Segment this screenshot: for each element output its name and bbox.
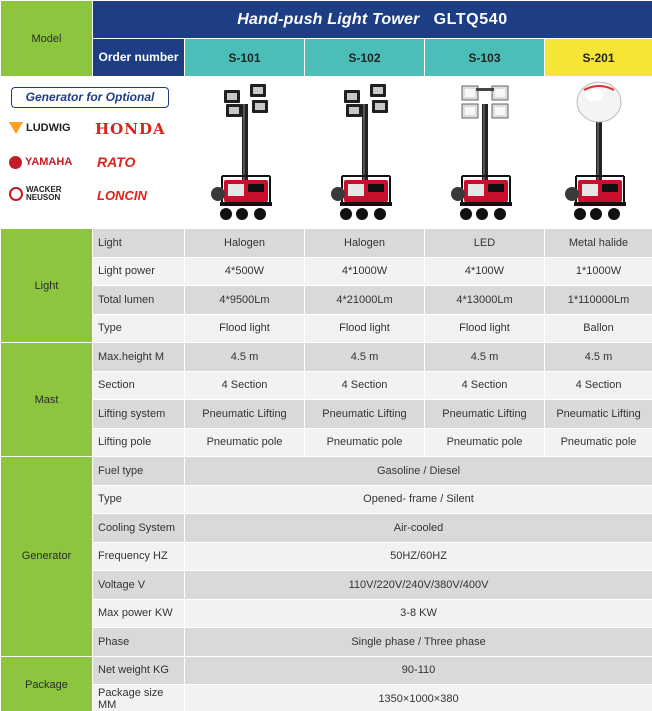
spec-value: Pneumatic Lifting (305, 400, 425, 429)
brand-logos (1, 77, 185, 229)
halogen-icon (200, 80, 290, 226)
spec-value: Ballon (545, 314, 652, 343)
row-label: Frequency HZ (93, 542, 185, 571)
spec-value: 4*500W (185, 257, 305, 286)
spec-value: 4.5 m (545, 343, 652, 372)
row-label: Net weight KG (93, 656, 185, 685)
spec-value: Flood light (185, 314, 305, 343)
spec-value: 4.5 m (305, 343, 425, 372)
metal-halide-balloon-image (545, 77, 652, 229)
spec-value: 4.5 m (425, 343, 545, 372)
spec-value: 4*13000Lm (425, 286, 545, 315)
halogen-light-tower-image (305, 77, 425, 229)
honda-logo: HONDA (95, 119, 166, 138)
spec-value: 4*9500Lm (185, 286, 305, 315)
spec-value: Pneumatic pole (545, 428, 652, 457)
spec-value: 4 Section (545, 371, 652, 400)
spec-value-shared: 1350×1000×380 (185, 685, 652, 711)
page-title (93, 1, 652, 39)
spec-value: 1*110000Lm (545, 286, 652, 315)
order-number-header: Order number (93, 39, 185, 77)
row-label: Max power KW (93, 599, 185, 628)
spec-value: 4 Section (185, 371, 305, 400)
row-label: Light power (93, 257, 185, 286)
row-label: Type (93, 485, 185, 514)
row-label: Package size MM (93, 685, 185, 711)
spec-value-shared: Air-cooled (185, 514, 652, 543)
wacker-emblem-icon (9, 187, 23, 201)
spec-value: Halogen (305, 229, 425, 258)
row-label: Max.height M (93, 343, 185, 372)
title-text: Hand-push Light Tower (237, 10, 420, 28)
spec-value-shared: Single phase / Three phase (185, 628, 652, 657)
spec-value: Pneumatic pole (425, 428, 545, 457)
spec-value: Pneumatic pole (305, 428, 425, 457)
spec-value: 4*100W (425, 257, 545, 286)
row-label: Type (93, 314, 185, 343)
loncin-logo: LONCIN (97, 187, 147, 203)
spec-value: Pneumatic Lifting (185, 400, 305, 429)
led-icon (440, 80, 530, 226)
model-header-s-101: S-101 (185, 39, 305, 77)
halogen-light-tower-image (185, 77, 305, 229)
spec-value-shared: 110V/220V/240V/380V/400V (185, 571, 652, 600)
spec-value: Pneumatic pole (185, 428, 305, 457)
spec-value-shared: 3-8 KW (185, 599, 652, 628)
led-light-tower-image (425, 77, 545, 229)
model-code: GLTQ540 (433, 10, 508, 28)
spec-value: 4*1000W (305, 257, 425, 286)
spec-value: Flood light (425, 314, 545, 343)
section-generator: Generator (1, 457, 93, 657)
spec-value: Halogen (185, 229, 305, 258)
section-package: Package (1, 656, 93, 711)
spec-value: Pneumatic Lifting (545, 400, 652, 429)
spec-value: 4 Section (305, 371, 425, 400)
spec-value: Metal halide (545, 229, 652, 258)
spec-value-shared: Gasoline / Diesel (185, 457, 652, 486)
row-label: Lifting system (93, 400, 185, 429)
section-light: Light (1, 229, 93, 343)
halogen-icon (320, 80, 410, 226)
row-label: Section (93, 371, 185, 400)
row-label: Phase (93, 628, 185, 657)
model-header-s-102: S-102 (305, 39, 425, 77)
model-header: Model (1, 1, 93, 77)
row-label: Cooling System (93, 514, 185, 543)
yamaha-logo: YAMAHA (9, 156, 72, 169)
ludwig-logo: LUDWIG (9, 122, 71, 134)
spec-value: 4 Section (425, 371, 545, 400)
spec-value: LED (425, 229, 545, 258)
spec-value-shared: Opened- frame / Silent (185, 485, 652, 514)
model-header-s-201: S-201 (545, 39, 652, 77)
rato-logo: RATO (97, 153, 136, 170)
spec-value: Flood light (305, 314, 425, 343)
generator-optional-badge: Generator for Optional (11, 87, 169, 108)
model-header-s-103: S-103 (425, 39, 545, 77)
row-label: Fuel type (93, 457, 185, 486)
spec-value: 4.5 m (185, 343, 305, 372)
row-label: Voltage V (93, 571, 185, 600)
spec-value: Pneumatic Lifting (425, 400, 545, 429)
row-label: Light (93, 229, 185, 258)
section-mast: Mast (1, 343, 93, 457)
spec-value: 4*21000Lm (305, 286, 425, 315)
ludwig-shield-icon (9, 122, 23, 134)
row-label: Total lumen (93, 286, 185, 315)
row-label: Lifting pole (93, 428, 185, 457)
yamaha-emblem-icon (9, 156, 22, 169)
spec-value-shared: 90-110 (185, 656, 652, 685)
wacker-neuson-logo: WACKER NEUSON (9, 186, 66, 202)
spec-value-shared: 50HZ/60HZ (185, 542, 652, 571)
balloon-icon (554, 80, 644, 226)
spec-value: 1*1000W (545, 257, 652, 286)
